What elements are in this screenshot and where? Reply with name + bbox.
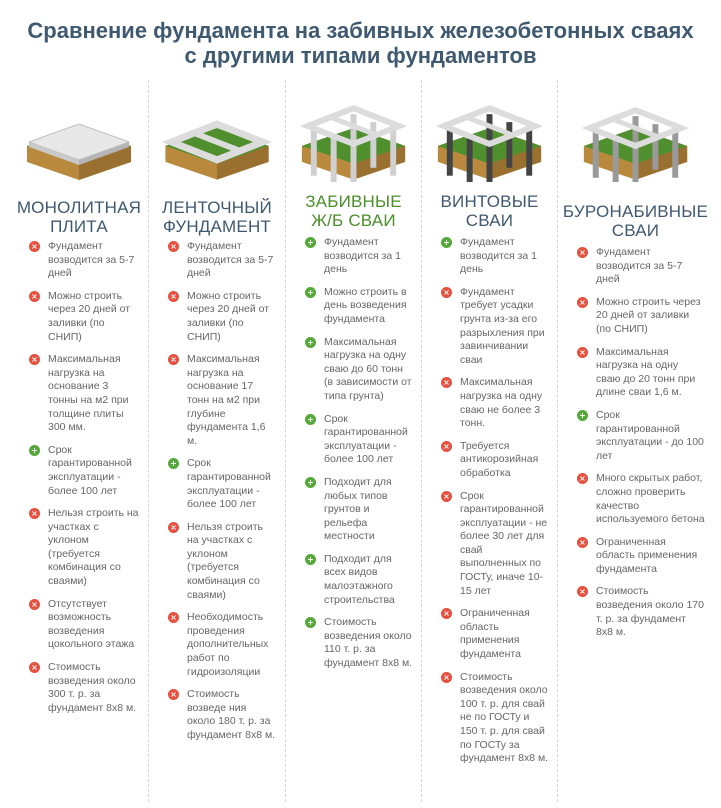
feature-text: Необходимость проведения дополнительных работ по гидроизоляции <box>187 611 269 678</box>
column-heading-line: БУРОНАБИВНЫЕ <box>562 202 709 221</box>
cross-icon: × <box>441 608 452 619</box>
feature-text: Максимальная нагрузка на основание 3 тонны на м2 при толщине плиты 300 мм. <box>48 353 129 434</box>
page-title <box>0 18 721 68</box>
feature-text: Требуется антикорозийная обработка <box>460 439 539 479</box>
feature-list <box>10 240 148 724</box>
feature-item <box>286 476 421 544</box>
pile <box>351 146 357 182</box>
screw-pile <box>467 138 473 182</box>
cross-icon: × <box>441 377 452 388</box>
feature-list <box>558 246 713 649</box>
feature-text: Фундамент возводится за 1 день <box>460 236 538 276</box>
feature-text: Стоимость возведения около 100 т. р. для свай не по ГОСТу и 150 т. р. для свай по ГОСТу за фундамент 8х8 м. <box>460 670 549 765</box>
plus-icon: + <box>441 237 452 248</box>
cross-icon: × <box>29 354 40 365</box>
feature-item <box>10 353 148 435</box>
feature-item <box>422 376 557 430</box>
column-2 <box>148 80 285 802</box>
feature-item <box>422 671 557 766</box>
cross-icon: × <box>441 491 452 502</box>
feature-text: Максимальная нагрузка на основание 17 тонн на м2 при глубине фундамента 1,6 м. <box>187 353 266 447</box>
cross-icon: × <box>577 473 588 484</box>
plus-icon: + <box>305 554 316 565</box>
cross-icon: × <box>577 586 588 597</box>
cross-icon: × <box>441 287 452 298</box>
cross-icon: × <box>168 522 179 533</box>
cross-icon: × <box>29 508 40 519</box>
feature-text: Стоимость возведе ния около 180 т. р. за фундамент 8х8 м. <box>187 688 276 741</box>
driven-piles-icon <box>286 92 421 182</box>
feature-text: Можно строить через 20 дней от заливки (по СНИП) <box>596 295 701 335</box>
cross-icon: × <box>577 347 588 358</box>
feature-list <box>286 236 421 680</box>
feature-text: Фундамент требует усадки грунта из-за его разрыхления при завинчивании сваи <box>460 285 545 366</box>
feature-item <box>558 472 713 526</box>
cross-icon: × <box>29 599 40 610</box>
cross-icon: × <box>168 241 179 252</box>
column-3 <box>285 80 421 802</box>
plus-icon: + <box>305 337 316 348</box>
feature-text: Фундамент возводится за 5-7 дней <box>48 240 135 280</box>
pile <box>390 130 396 176</box>
feature-text: Много скрытых работ, сложно проверить качество используемого бетона <box>596 472 705 526</box>
feature-item <box>10 507 148 589</box>
strip-foundation-icon <box>149 92 285 182</box>
column-heading-line: МОНОЛИТНАЯ <box>16 198 142 217</box>
feature-item <box>558 409 713 463</box>
feature-text: Нельзя строить на участках с уклоном (требуется комбинация со сваями) <box>187 520 263 601</box>
cross-icon: × <box>577 247 588 258</box>
bored-piles-icon <box>558 92 713 182</box>
screw-pile <box>447 130 453 176</box>
cross-icon: × <box>29 241 40 252</box>
feature-text: Срок гарантированной эксплуатации - не более 30 лет для свай выполненных по ГОСТу, иначе 10-15 лет <box>460 489 548 597</box>
column-heading-line: Ж/Б СВАИ <box>311 211 396 230</box>
feature-item <box>286 553 421 607</box>
feature-text: Подходит для любых типов грунтов и рельефа местности <box>324 475 392 543</box>
column-heading-line: ФУНДАМЕНТ <box>162 217 272 236</box>
column-heading <box>10 198 148 236</box>
feature-text: Стоимость возведения около 300 т. р. за фундамент 8х8 м. <box>48 661 137 714</box>
feature-item <box>149 521 285 603</box>
feature-text: Нельзя строить на участках с уклоном (требуется комбинация со сваями) <box>48 507 139 588</box>
column-heading <box>149 198 285 236</box>
feature-text: Срок гарантированной эксплуатации - более 100 лет <box>48 443 132 497</box>
pile <box>370 122 376 168</box>
feature-text: Стоимость возведения около 110 т. р. за фундамент 8х8 м. <box>324 616 413 670</box>
column-heading <box>558 202 713 240</box>
feature-item <box>149 290 285 344</box>
pile <box>652 124 658 170</box>
feature-item <box>422 286 557 368</box>
feature-item <box>149 688 285 742</box>
feature-text: Отсутствует возможность возведения цокольного этажа <box>48 597 135 651</box>
feature-item <box>558 536 713 577</box>
cross-icon: × <box>168 354 179 365</box>
feature-text: Можно строить через 20 дней от заливки (по СНИП) <box>187 289 270 343</box>
cross-icon: × <box>168 689 179 700</box>
feature-text: Ограниченная область применения фундамента <box>596 535 698 575</box>
column-5 <box>557 80 713 802</box>
feature-item <box>558 346 713 400</box>
feature-item <box>422 440 557 481</box>
cross-icon: × <box>577 537 588 548</box>
feature-item <box>149 240 285 281</box>
feature-text: Стоимость возведения около 170 т. р. за фундамент 8х8 м. <box>596 585 704 639</box>
feature-item <box>422 607 557 661</box>
feature-item <box>10 290 148 344</box>
feature-list <box>422 236 557 775</box>
screw-piles-icon <box>422 92 557 182</box>
plus-icon: + <box>168 458 179 469</box>
cross-icon: × <box>29 662 40 673</box>
feature-text: Срок гарантированной эксплуатации - более 100 лет <box>187 457 271 511</box>
feature-text: Срок гарантированной эксплуатации - до 100 лет <box>596 408 704 462</box>
feature-text: Максимальная нагрузка на одну сваю до 60 тонн (в зависимости от типа грунта) <box>324 335 412 402</box>
pile <box>331 138 337 182</box>
feature-text: Можно строить через 20 дней от заливки (по СНИП) <box>48 289 131 343</box>
pile <box>633 148 639 182</box>
plus-icon: + <box>305 287 316 298</box>
feature-text: Максимальная нагрузка на одну сваю не более 3 тонн. <box>460 376 543 430</box>
feature-text: Ограниченная область применения фундамента <box>460 607 530 661</box>
feature-text: Фундамент возводится за 1 день <box>324 236 402 276</box>
column-heading-line: СВАИ <box>611 221 660 240</box>
feature-item <box>286 236 421 277</box>
feature-item <box>422 490 557 599</box>
page-title-line-2: с другими типами фундаментов <box>184 43 537 68</box>
feature-text: Фундамент возводится за 5-7 дней <box>596 246 683 286</box>
column-heading-line: ПЛИТА <box>50 217 108 236</box>
screw-pile <box>487 146 493 182</box>
feature-item <box>10 240 148 281</box>
cross-icon: × <box>168 291 179 302</box>
feature-item <box>10 598 148 652</box>
column-4 <box>421 80 557 802</box>
column-heading-line: ЗАБИВНЫЕ <box>305 192 402 211</box>
plus-icon: + <box>305 477 316 488</box>
feature-item <box>286 413 421 467</box>
feature-list <box>149 240 285 752</box>
feature-text: Срок гарантированной эксплуатации - более 100 лет <box>324 412 408 466</box>
feature-text: Фундамент возводится за 5-7 дней <box>187 240 274 280</box>
cross-icon: × <box>441 672 452 683</box>
feature-item <box>286 616 421 670</box>
feature-item <box>558 585 713 639</box>
screw-pile <box>526 130 532 176</box>
feature-item <box>558 296 713 337</box>
feature-item <box>149 353 285 448</box>
column-heading-line: ВИНТОВЫЕ <box>440 192 539 211</box>
plus-icon: + <box>29 445 40 456</box>
feature-text: Можно строить в день возведения фундамента <box>324 285 407 325</box>
feature-item <box>286 336 421 404</box>
pile <box>311 130 317 176</box>
cross-icon: × <box>168 612 179 623</box>
cross-icon: × <box>441 441 452 452</box>
feature-item <box>10 444 148 498</box>
screw-pile <box>506 122 512 168</box>
feature-item <box>422 236 557 277</box>
pile <box>672 132 678 178</box>
feature-item <box>149 611 285 679</box>
feature-item <box>10 661 148 715</box>
plus-icon: + <box>577 410 588 421</box>
feature-item <box>558 246 713 287</box>
feature-text: Максимальная нагрузка на одну сваю до 20 тонн при длине сваи 1,6 м. <box>596 345 696 399</box>
page-title-line-1: Сравнение фундамента на забивных железобетонных сваях <box>27 18 694 43</box>
cross-icon: × <box>29 291 40 302</box>
plus-icon: + <box>305 414 316 425</box>
pile <box>593 132 599 178</box>
pile <box>613 140 619 182</box>
feature-text: Подходит для всех видов малоэтажного строительства <box>324 552 395 606</box>
plus-icon: + <box>305 617 316 628</box>
feature-item <box>286 286 421 327</box>
feature-item <box>149 457 285 511</box>
cross-icon: × <box>577 297 588 308</box>
column-heading-line: СВАИ <box>465 211 514 230</box>
plus-icon: + <box>305 237 316 248</box>
column-heading-line: ЛЕНТОЧНЫЙ <box>162 198 272 217</box>
column-heading <box>286 192 421 230</box>
slab-foundation-icon <box>10 92 148 182</box>
column-heading <box>422 192 557 230</box>
column-1 <box>10 80 148 802</box>
